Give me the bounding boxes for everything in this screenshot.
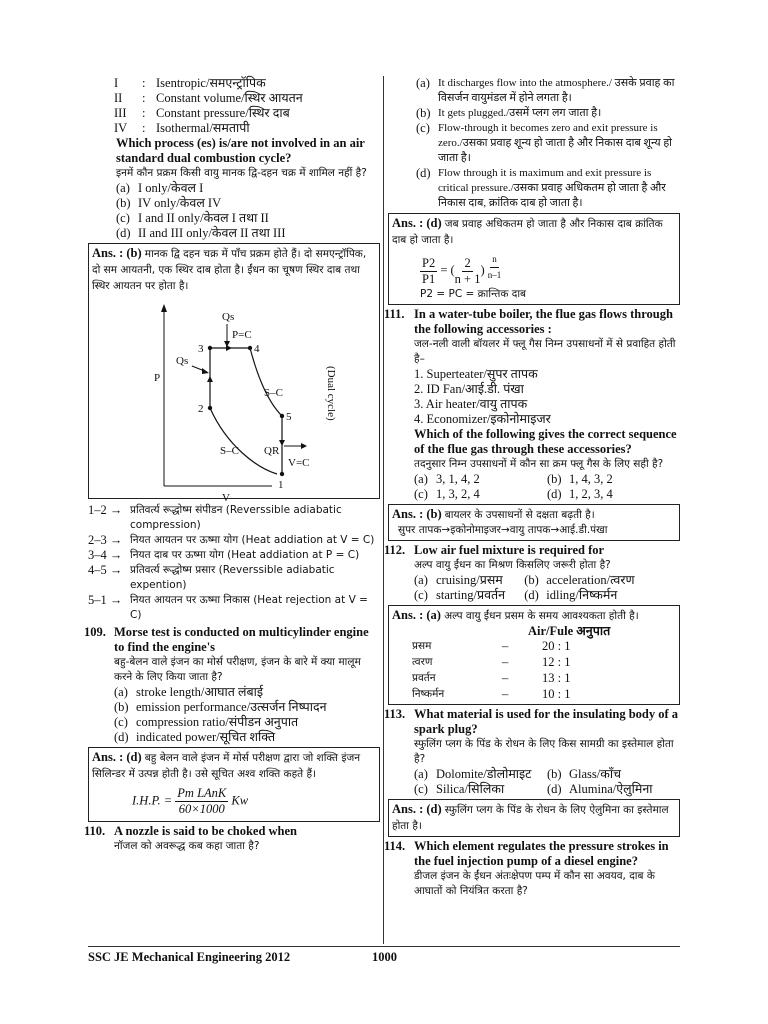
option: (d) 1, 2, 3, 4: [547, 486, 613, 501]
option: (b) 1, 4, 3, 2: [547, 471, 613, 486]
process-item: IV : Isothermal/समतापी: [114, 121, 250, 135]
answer-109-box: Ans. : (d) बहु बेलन वाले इंजन में मोर्स परीक्षण द्वारा जो शक्ति इंजन सिलिन्डर में उत्पन्न होती है। उसे सूचित अश्व शक्ति कहते हैं। I.H.P. = $\frac{\text{Pm LAnK}}{60\times 1000}$ Kw: [88, 747, 380, 822]
axis-p-label: P: [154, 372, 161, 384]
point-4-label: 4: [254, 343, 260, 355]
option: (b) IV only/केवल IV: [116, 196, 222, 210]
process-item: III : Constant pressure/स्थिर दाब: [114, 106, 290, 120]
constant-pressure-label: P=C: [232, 329, 252, 341]
question-111-options: [414, 472, 680, 502]
list-item: 2. ID Fan/आई.डी. पंखा: [414, 381, 524, 396]
process-item: I : Isentropic/समएन्ट्रॉपिक: [114, 76, 266, 90]
critical-pressure-formula: $\frac{P2}{P1}$ = ( $\frac{2}{n + 1}$ ) $\frac{n}{n-1}$: [422, 254, 502, 286]
option: (a) 3, 1, 4, 2: [414, 471, 480, 486]
page-number: 1000: [372, 950, 397, 964]
option: (d) Flow through it is maximum and exit pressure is critical pressure./उसका प्रवाह अधिकतम हो जाता है और निकास दाब, क्रांतिक दाब हो जाता है।: [416, 166, 666, 209]
answer-110-box: Ans. : (d) जब प्रवाह अधिकतम हो जाता है और निकास दाब क्रांतिक दाब हो जाता है। $\frac{P2}{P1}$ = ( $\frac{2}{n + 1}$ ) $\frac{n}{n-1}$ P2 = PC = क्रान्तिक दाब: [388, 213, 680, 305]
list-item: 4. Economizer/इकोनोमाइजर: [414, 411, 551, 426]
option: (c) compression ratio/संपीडन अनुपात: [114, 715, 299, 729]
heat-rejected-label: QR: [264, 445, 280, 457]
heat-added-left-label: Qs: [176, 355, 189, 367]
option: (b) emission performance/उत्सर्जन निष्पादन: [114, 700, 327, 714]
question-110-options: [416, 76, 680, 211]
option: (c) starting/प्रवर्तन: [414, 587, 506, 602]
option: (c) Flow-through it becomes zero and exit pressure is zero./उसका प्रवाह शून्य हो जाता है और निकास दाब शून्य हो जाता है।: [416, 121, 673, 164]
point-2-label: 2: [198, 403, 204, 415]
process-step: 5–1 → नियत आयतन पर ऊष्मा निकास (Heat rejection at V = C): [88, 593, 368, 621]
option: (c) I and II only/केवल I तथा II: [116, 211, 269, 225]
process-item: II : Constant volume/स्थिर आयतन: [114, 91, 303, 105]
option: (b) Glass/काँच: [547, 766, 622, 781]
isentropic-expansion-label: S–C: [264, 387, 283, 399]
list-item: 3. Air heater/वायु तापक: [414, 396, 528, 411]
left-column: [84, 76, 380, 854]
process-step: 3–4 → नियत दाब पर ऊष्मा योग (Heat addiation at P = C): [88, 548, 360, 562]
option: (a) Dolomite/डोलोमाइट: [414, 766, 532, 781]
list-item: 1. Superteater/सुपर तापक: [414, 366, 538, 381]
option: (d) idling/निष्कर्मन: [524, 587, 618, 602]
process-steps: [88, 503, 380, 623]
option: (c) Silica/सिलिका: [414, 781, 505, 796]
footer-rule: [88, 946, 680, 947]
question-113: 113. What material is used for the insulating body of a spark plug? स्फुलिंग प्लग के पिंड के रोधन के लिए किस सामग्री का इस्तेमाल होता है? (a) Dolomite/डोलोमाइट (b) Glass/काँच (c) Silica/सिलिका (d) Alumina/ऐलुमिना: [384, 706, 679, 796]
option: (d) indicated power/सूचित शक्ति: [114, 730, 276, 744]
question-111: 111. In a water-tube boiler, the flue gas flows through the following accessories : जल-नली वाली बॉयलर में फ्लू गैस निम्न उपसाधनों में से प्रवाहित होती है– 1. Superteater/सुपर तापक 2. ID Fan/आई.डी. पंखा 3. Air heater/वायु तापक 4. Economizer/इकोनोमाइजर Which of the following gives the correct sequence of the flue gas through these accessories? तदनुसार निम्न उपसाधनों में कौन सा क्रम फ्लू गैस के लिए सही है? (a) 3, 1, 4, 2 (b) 1, 4, 3, 2 (c) 1, 3, 2, 4 (d) 1, 2, 3, 4: [388, 307, 680, 502]
air-fuel-ratio-table: प्रसम – 20 : 1 त्वरण – 12 : 1 प्रवर्तन – 13 : 1 निष्कर्मन – 10 : 1: [412, 638, 571, 701]
footer-title: SSC JE Mechanical Engineering 2012: [88, 950, 291, 964]
question-112: 112. Low air fuel mixture is required for अल्प वायु ईंधन का मिश्रण किसलिए जरूरी होता है? (a) cruising/प्रसम (b) acceleration/त्वरण (c) starting/प्रवर्तन (d) idling/निष्कर्मन: [384, 542, 635, 602]
dual-cycle-label: (Dual cycle): [325, 366, 337, 421]
option: (a) stroke length/आघात लंबाई: [114, 685, 264, 699]
answer-111-box: Ans. : (b) बायलर के उपसाधनों से दक्षता बढ़ती है। सुपर तापक→इकोनोमाइजर→वायु तापक→आई.डी.पंखा: [388, 504, 680, 541]
option: (a) cruising/प्रसम: [414, 572, 503, 587]
column-divider: [383, 76, 384, 944]
option: (d) Alumina/ऐलुमिना: [547, 781, 653, 796]
axis-v-label: V: [222, 492, 230, 504]
process-list: [114, 76, 380, 136]
question-112-options: [414, 573, 635, 603]
option: (a) It discharges flow into the atmosphere./ उसके प्रवाह का विसर्जन वायुमंडल में होने लगता है।: [416, 76, 675, 104]
point-5-label: 5: [286, 411, 292, 423]
question-108-hindi: इनमें कौन प्रक्रम किसी वायु मानक द्वि-दहन चक्र में शामिल नहीं है?: [116, 167, 367, 179]
process-step: 4–5 → प्रतिवर्त्य रूद्धोष्म प्रसार (Reverssible adiabatic expention): [88, 563, 335, 591]
answer-108-box: Ans. : (b) मानक द्वि दहन चक्र में पाँच प्रक्रम होते हैं। दो समएन्ट्रॉपिक, दो सम आयतनी, एक स्थिर दाब होता है। ईंधन का चूषण स्थिर दाब तथा स्थिर आयतन पर होता है। P V Qs P=C Qs S–C S–C QR V=C 3 4 2 5 1 (Dual cycle): [88, 243, 380, 499]
ihp-formula: I.H.P. = $\frac{\text{Pm LAnK}}{60\times 1000}$ Kw: [132, 786, 249, 816]
point-1-label: 1: [278, 479, 284, 491]
option: (c) 1, 3, 2, 4: [414, 486, 480, 501]
option: (b) acceleration/त्वरण: [524, 572, 635, 587]
option: (d) II and III only/केवल II तथा III: [116, 226, 286, 240]
question-108-text: Which process (es) is/are not involved in an air standard dual combustion cycle?: [116, 136, 365, 165]
question-110: 110. A nozzle is said to be choked when नॉजल को अवरूद्ध कब कहा जाता है?: [84, 824, 298, 852]
question-114: 114. Which element regulates the pressure strokes in the fuel injection pump of a diesel engine? डीजल इंजन के ईंधन अंतःक्षेपण पम्प में कौन सा अवयव, दाब के आघातों को नियंत्रित करता है?: [384, 838, 669, 897]
question-109: 109. Morse test is conducted on multicylinder engine to find the engine's बहु-बेलन वाले इंजन का मोर्स परीक्षण, इंजन के बारे में क्या मालूम करने के लिए किया जाता है? (a) stroke length/आघात लंबाई (b) emission performance/उत्सर्जन निष्पादन (c) compression ratio/संपीडन अनुपात (d) indicated power/सूचित शक्ति: [88, 625, 380, 745]
question-113-options: [414, 767, 680, 797]
isentropic-compression-label: S–C: [220, 445, 239, 457]
heat-added-top-label: Qs: [222, 311, 235, 323]
right-column: [384, 76, 680, 899]
process-step: 2–3 → नियत आयतन पर ऊष्मा योग (Heat addiation at V = C): [88, 533, 375, 547]
answer-112-box: Ans. : (a) अल्प वायु ईंधन प्रसम के समय आवश्यकता होती है। Air/Fule अनुपात प्रसम – 20 : 1 त्वरण – 12 : 1 प्रवर्तन – 13 : 1 निष्कर्मन – 10 : 1: [388, 605, 680, 705]
point-3-label: 3: [198, 343, 204, 355]
process-step: 1–2 → प्रतिवर्त्य रूद्धोष्म संपीडन (Reverssible adiabatic compression): [88, 503, 342, 531]
question-108-options: [116, 181, 380, 241]
option: (a) I only/केवल I: [116, 181, 204, 195]
option: (b) It gets plugged./उसमें प्लग लग जाता है।: [416, 106, 602, 120]
dual-cycle-diagram: [92, 296, 372, 504]
constant-volume-label: V=C: [288, 457, 310, 469]
answer-113-box: Ans. : (d) स्फुलिंग प्लग के पिंड के रोधन के लिए ऐलुमिना का इस्तेमाल होता है।: [388, 799, 680, 837]
